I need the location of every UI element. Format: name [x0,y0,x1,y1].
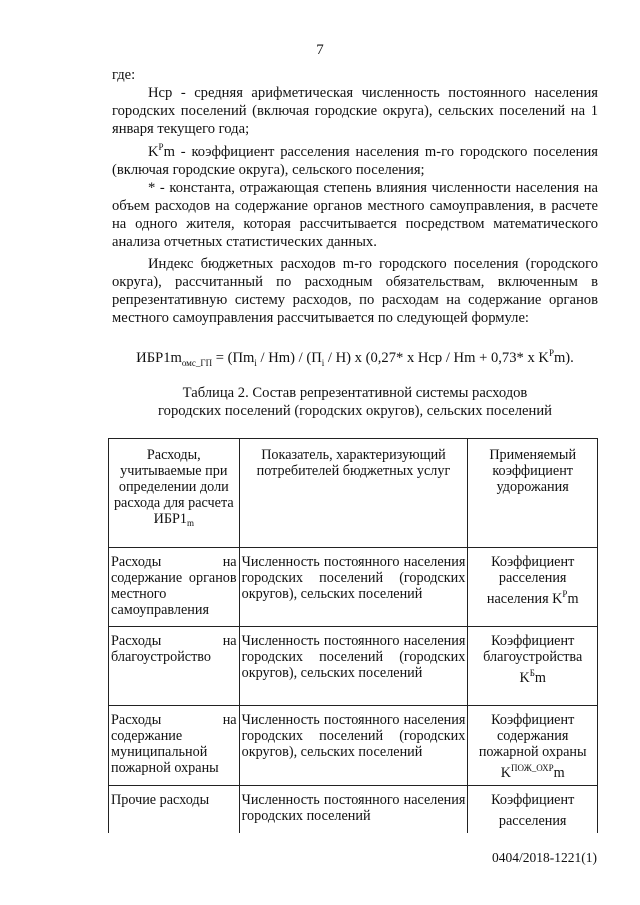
index-paragraph: Индекс бюджетных расходов m-го городского поселения (городского округа), рассчитанный по расходным обязательствам, включенным в репрезентативную систему расходов, по расходам на содержание органов местного самоуправления рассчитывается по следующей формуле: [112,256,598,326]
table-row [109,786,598,834]
cell-indicator: Численность постоянного населения городских поселений (городских округов), сельских поселений [239,548,468,627]
def-ncp: Нср - средняя арифметическая численность постоянного населения городских поселений (включая городские округа), сельских поселений на 1 января текущего года; [112,85,598,137]
header-coefficient: Применяемый коэффициент удорожания [468,439,598,548]
where-label: где: [112,67,136,83]
header-indicator: Показатель, характеризующий потребителей бюджетных услуг [239,439,468,548]
cell-expense: Расходы на благоустройство [109,627,240,706]
cell-indicator: Численность постоянного населения городских поселений [239,786,468,834]
def-kpm: $K^Pm$ - коэффициент расселения населения m-го городского поселения (включая городские округа), сельского поселения; [112,142,598,178]
cell-coefficient: Коэффициент расселения [468,786,598,834]
cell-coefficient: Коэффициент содержания пожарной охраны $K^{ПОЖ\_ОХР}m$ [468,706,598,786]
cell-indicator: Численность постоянного населения городских поселений (городских округов), сельских поселений [239,627,468,706]
table-caption-line2: городских поселений (городских округов), сельских поселений [158,403,552,419]
table-row [109,706,598,786]
cell-expense: Расходы на содержание муниципальной пожарной охраны [109,706,240,786]
expense-table [108,438,598,833]
cell-coefficient: Коэффициент расселения населения $K^Pm$ [468,548,598,627]
table-row [109,627,598,706]
cell-expense: Расходы на содержание органов местного самоуправления [109,548,240,627]
formula: $ИБР1m_{омс\_ГП} = (Пm_i / Hm) / (П_i / H)$ x (0,27* x Hcp / Hm + 0,73* x $K^Pm$). [136,348,574,368]
cell-expense: Прочие расходы [109,786,240,834]
body-text [112,66,598,327]
table-row [109,548,598,627]
page-number: 7 [316,42,324,58]
table-caption-line1: Таблица 2. Состав репрезентативной системы расходов [182,385,528,401]
header-expense: Расходы, учитываемые при определении доли расхода для расчета $ИБР1_m$ [109,439,240,548]
def-star: * - константа, отражающая степень влияния численности населения на объем расходов на содержание органов местного самоуправления, в расчете на одного жителя, которая рассчитывается посредством математического анализа отчетных статистических данных. [112,180,598,250]
table-caption [112,384,598,420]
document-code: 0404/2018-1221(1) [492,850,597,865]
cell-coefficient: Коэффициент благоустройства $K^Бm$ [468,627,598,706]
table-header-row [109,439,598,548]
cell-indicator: Численность постоянного населения городских поселений (городских округов), сельских поселений [239,706,468,786]
